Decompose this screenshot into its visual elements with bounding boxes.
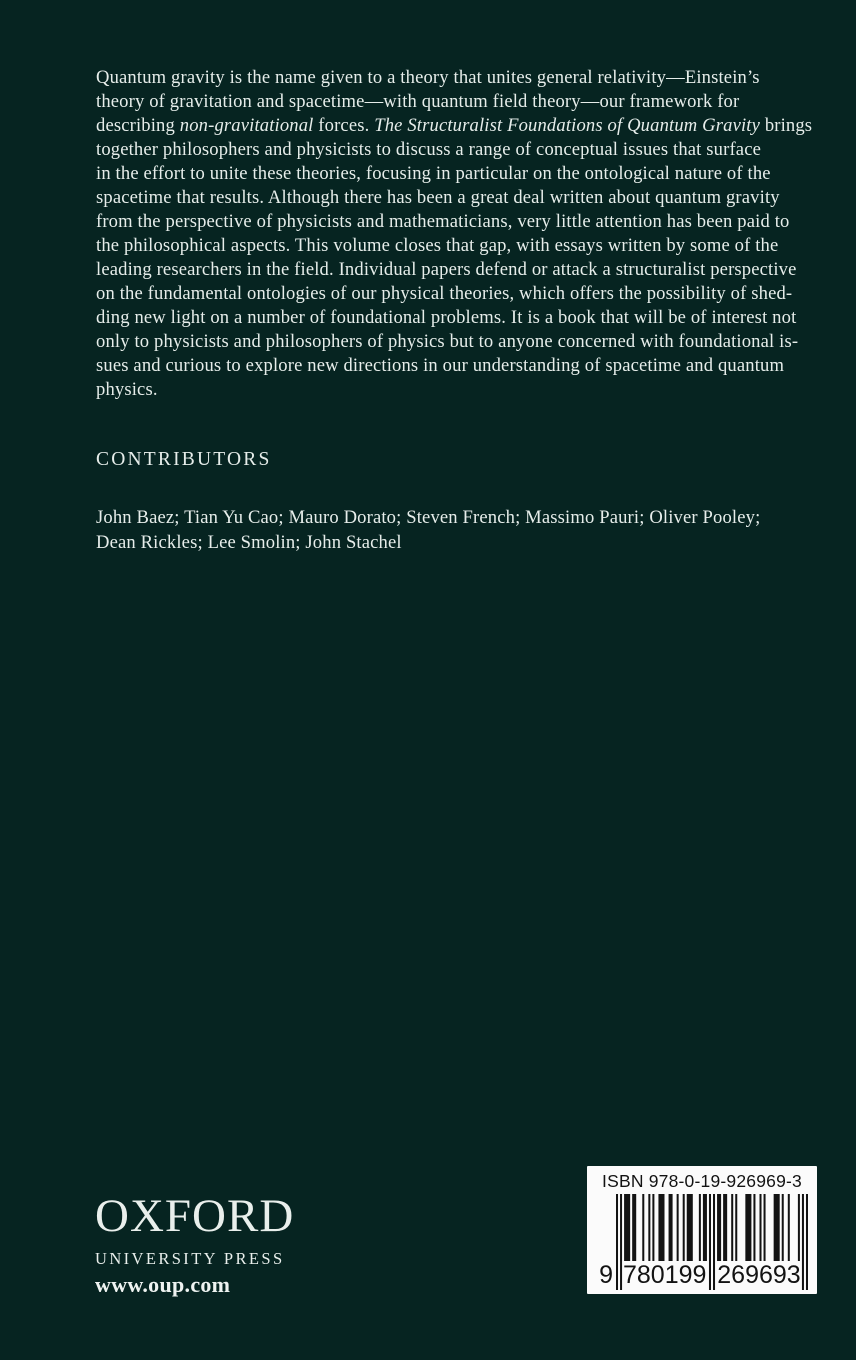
university-press-label: UNIVERSITY PRESS [95, 1249, 285, 1268]
blurb-line: from the perspective of physicists and mathematicians, very little attention has been paid to [96, 211, 790, 232]
blurb-line: sues and curious to explore new directions in our understanding of spacetime and quantum [96, 355, 785, 376]
contributors-line: John Baez; Tian Yu Cao; Mauro Dorato; Steven French; Massimo Pauri; Oliver Pooley; [96, 507, 761, 528]
contributors-heading: CONTRIBUTORS [96, 449, 272, 470]
blurb-line: spacetime that results. Although there has been a great deal written about quantum gravity [96, 187, 780, 208]
blurb-italic-term: non-gravitational [179, 115, 314, 136]
blurb-text: describing [96, 115, 180, 136]
blurb-line: together philosophers and physicists to discuss a range of conceptual issues that surface [96, 139, 762, 160]
blurb-line: in the effort to unite these theories, focusing in particular on the ontological nature of the [96, 163, 771, 184]
blurb-line: physics. [96, 379, 158, 400]
blurb-line [96, 114, 812, 138]
publisher-logo [95, 1190, 295, 1269]
blurb-line: on the fundamental ontologies of our physical theories, which offers the possibility of shed- [96, 283, 793, 304]
blurb-text: brings [760, 115, 813, 136]
ean-first-digit: 9 [599, 1261, 613, 1289]
blurb-line: theory of gravitation and spacetime—with quantum field theory—our framework for [96, 91, 740, 112]
blurb-line: ding new light on a number of foundational problems. It is a book that will be of interest not [96, 307, 797, 328]
isbn-number-label: ISBN 978-0-19-926969-3 [602, 1171, 802, 1191]
publisher-website-url: www.oup.com [95, 1272, 231, 1297]
contributors-line: Dean Rickles; Lee Smolin; John Stachel [96, 531, 402, 553]
blurb-line: the philosophical aspects. This volume closes that gap, with essays written by some of the [96, 235, 779, 256]
isbn-barcode-panel [587, 1166, 817, 1294]
contributors-list [96, 506, 760, 555]
ean-right-group-digits: 269693 [717, 1261, 801, 1289]
book-title-italic: The Structuralist Foundations of Quantum Gravity [374, 115, 761, 136]
blurb-text: forces. [313, 115, 375, 136]
ean-left-group-digits: 780199 [623, 1261, 707, 1289]
oxford-wordmark: OXFORD [95, 1190, 295, 1242]
back-cover-blurb [96, 66, 812, 402]
blurb-line: Quantum gravity is the name given to a theory that unites general relativity—Einstein’s [96, 67, 760, 88]
blurb-line: only to physicists and philosophers of physics but to anyone concerned with foundational is- [96, 331, 799, 352]
blurb-line: leading researchers in the field. Individual papers defend or attack a structuralist perspective [96, 259, 797, 280]
